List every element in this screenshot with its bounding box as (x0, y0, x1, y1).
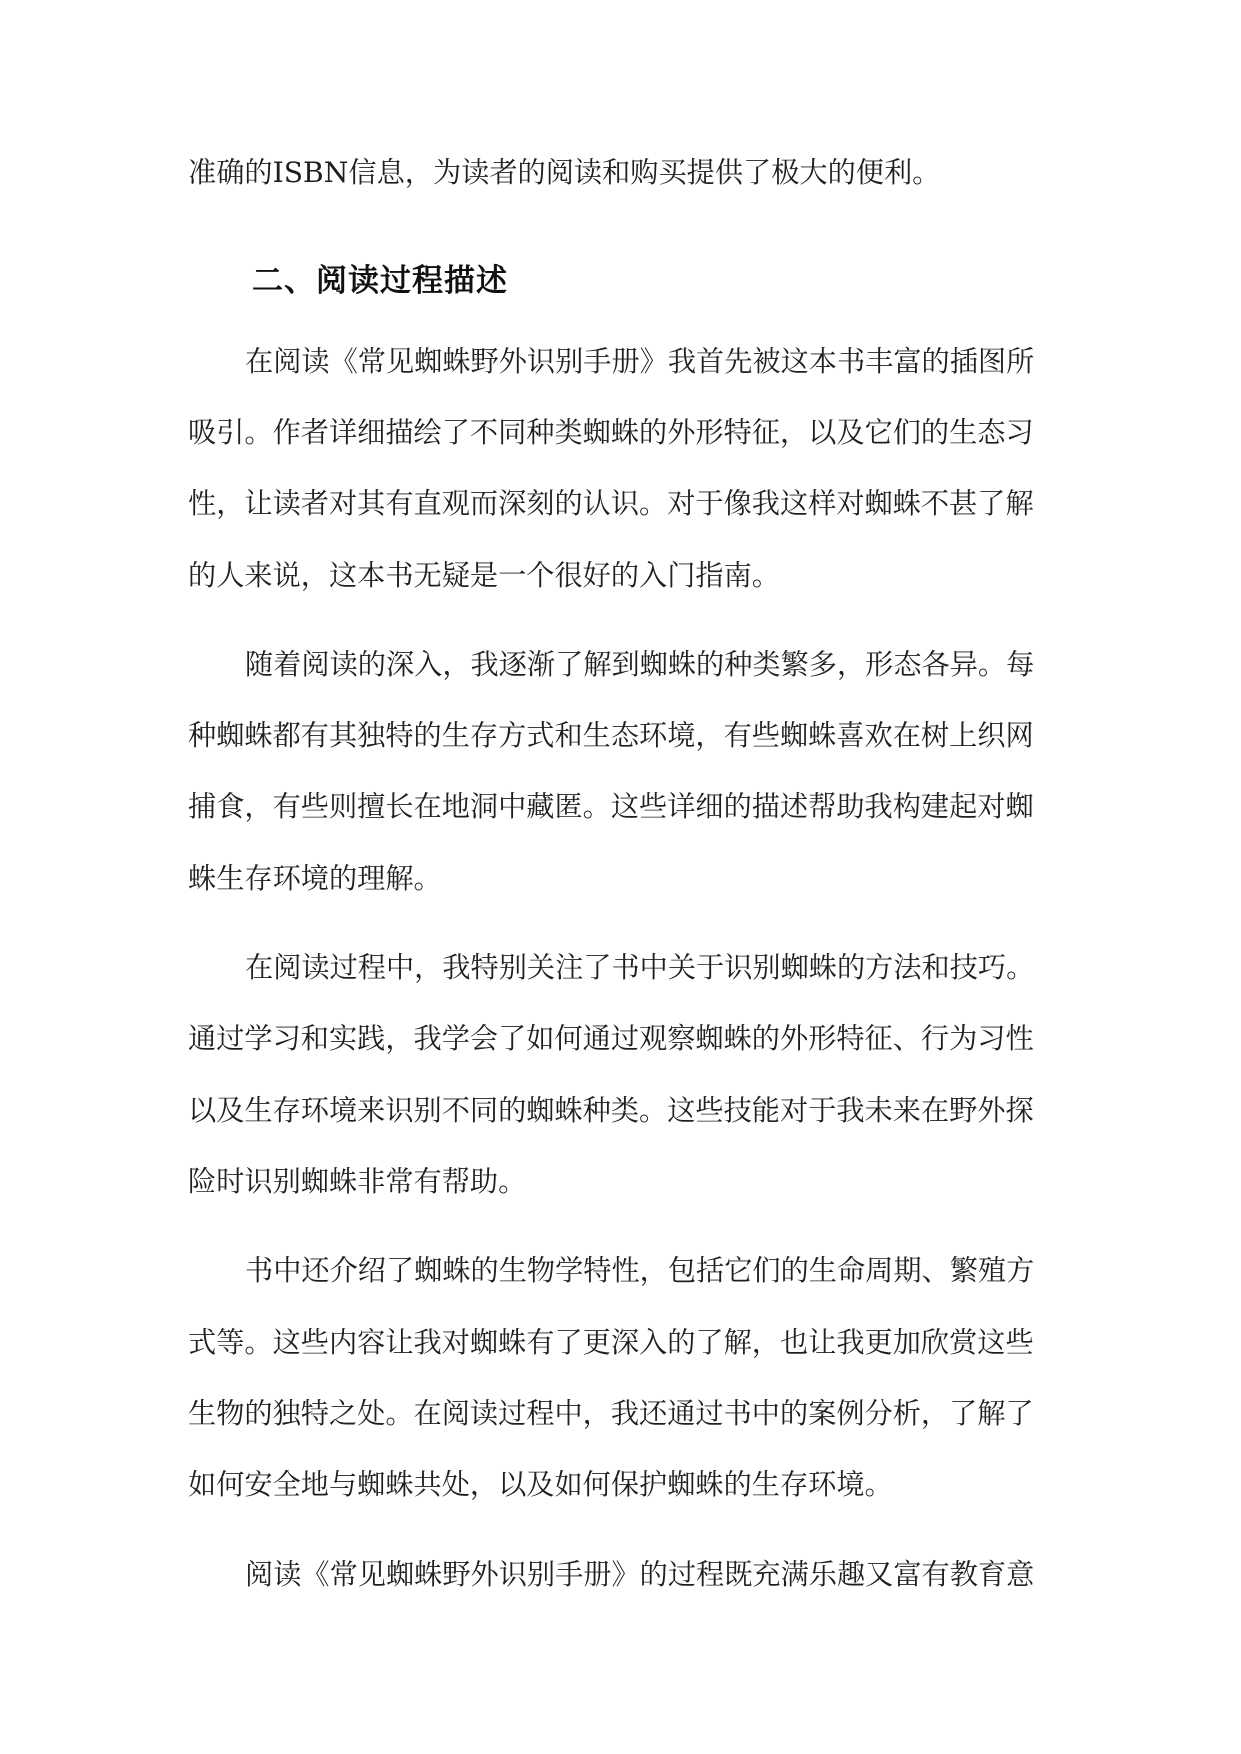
paragraph-line: 蛛生存环境的理解。 (188, 862, 442, 895)
paragraph-line: 险时识别蜘蛛非常有帮助。 (188, 1165, 527, 1198)
paragraph-line: 的人来说，这本书无疑是一个很好的入门指南。 (188, 559, 780, 592)
paragraph-line: 以及生存环境来识别不同的蜘蛛种类。这些技能对于我未来在野外探 (188, 1094, 1034, 1127)
paragraph-line: 在阅读过程中，我特别关注了书中关于识别蜘蛛的方法和技巧。 (245, 951, 1035, 984)
paragraph-line: 吸引。作者详细描绘了不同种类蜘蛛的外形特征，以及它们的生态习 (188, 416, 1034, 449)
paragraph-line: 生物的独特之处。在阅读过程中，我还通过书中的案例分析，了解了 (188, 1397, 1034, 1430)
paragraph-line: 在阅读《常见蜘蛛野外识别手册》我首先被这本书丰富的插图所 (245, 345, 1035, 378)
paragraph-line: 式等。这些内容让我对蜘蛛有了更深入的了解，也让我更加欣赏这些 (188, 1326, 1034, 1359)
paragraph-line: 性，让读者对其有直观而深刻的认识。对于像我这样对蜘蛛不甚了解 (188, 487, 1034, 520)
section-heading: 二、阅读过程描述 (252, 263, 508, 299)
paragraph-line: 阅读《常见蜘蛛野外识别手册》的过程既充满乐趣又富有教育意 (245, 1558, 1035, 1591)
paragraph-line: 通过学习和实践，我学会了如何通过观察蜘蛛的外形特征、行为习性 (188, 1022, 1034, 1055)
paragraph-line: 随着阅读的深入，我逐渐了解到蜘蛛的种类繁多，形态各异。每 (245, 648, 1035, 681)
paragraph-line: 书中还介绍了蜘蛛的生物学特性，包括它们的生命周期、繁殖方 (245, 1254, 1035, 1287)
paragraph-line: 种蜘蛛都有其独特的生存方式和生态环境，有些蜘蛛喜欢在树上织网 (188, 719, 1034, 752)
paragraph-line: 如何安全地与蜘蛛共处，以及如何保护蜘蛛的生存环境。 (188, 1468, 893, 1501)
paragraph-line: 准确的ISBN信息，为读者的阅读和购买提供了极大的便利。 (188, 156, 941, 189)
paragraph-line: 捕食，有些则擅长在地洞中藏匿。这些详细的描述帮助我构建起对蜘 (188, 790, 1034, 823)
